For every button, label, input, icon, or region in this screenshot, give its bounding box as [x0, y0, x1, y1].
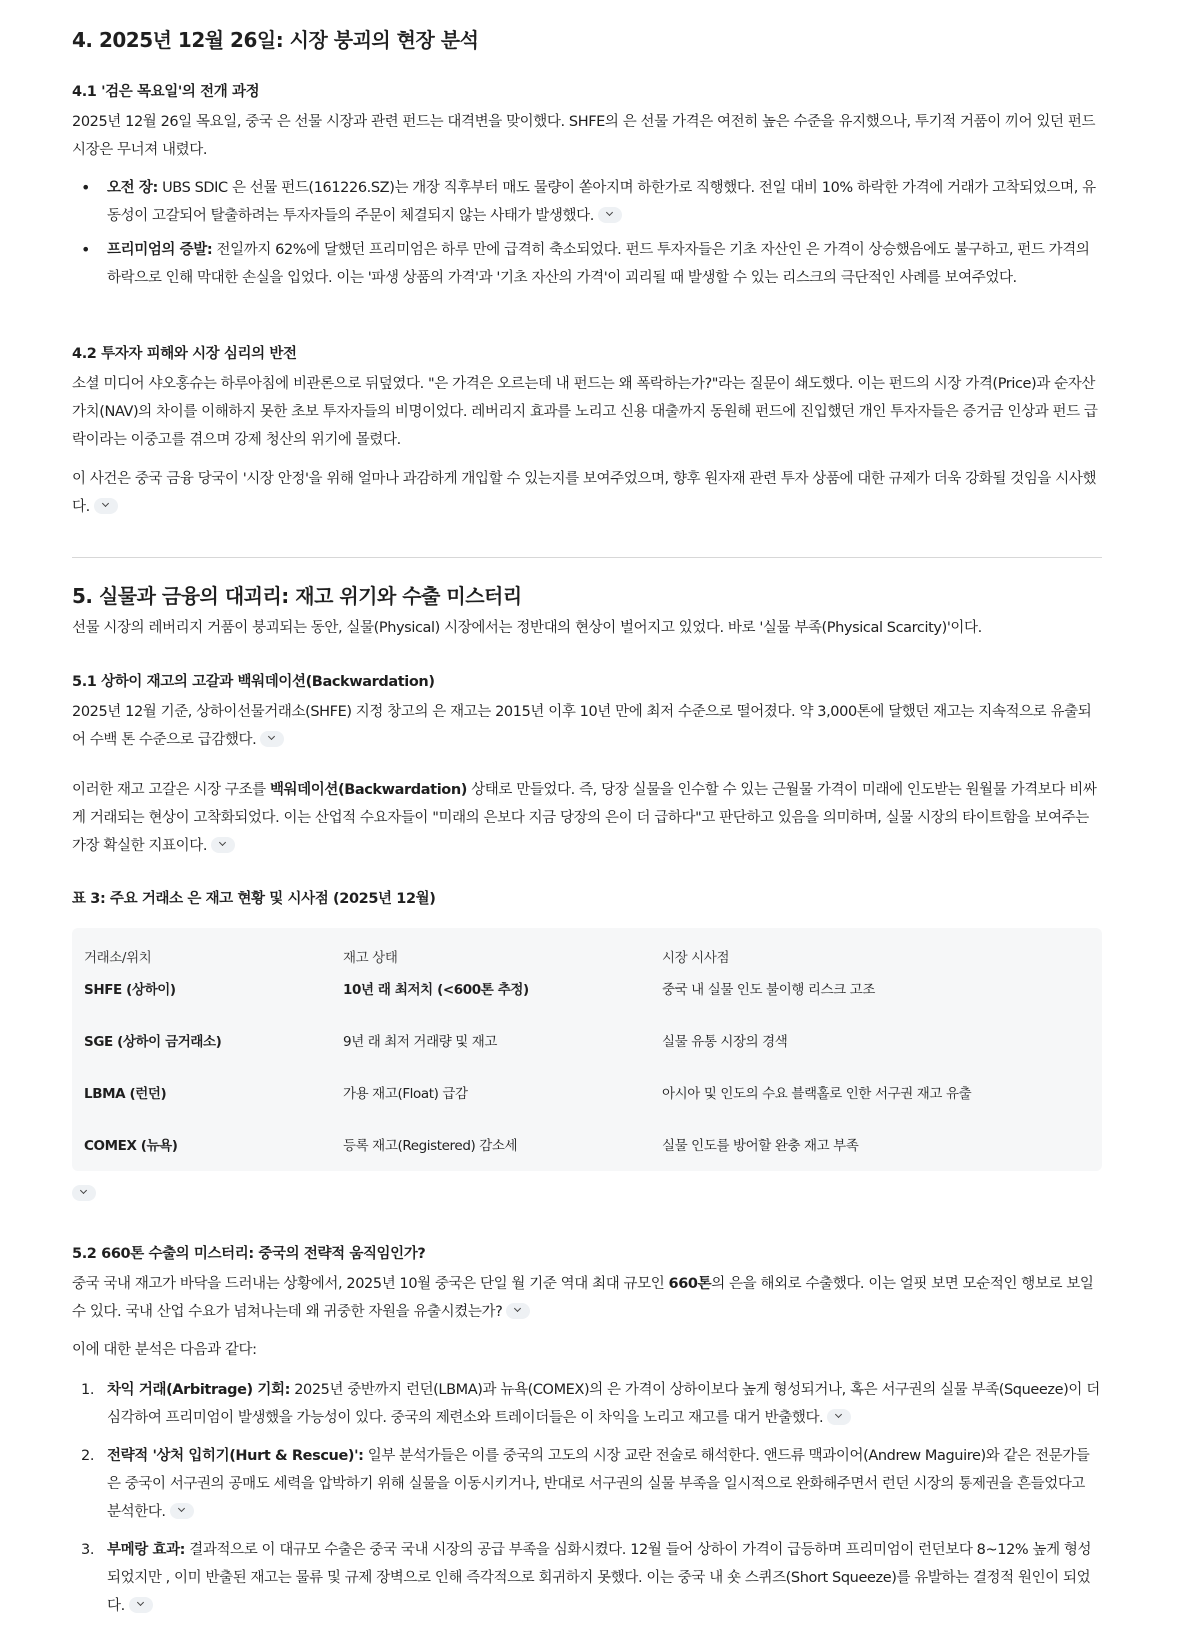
- table-row: [72, 1024, 1102, 1076]
- section-4-2-paragraph-2: 이 사건은 중국 금융 당국이 '시장 안정'을 위해 얼마나 과감하게 개입할 수 있는지를 보여주었으며, 향후 원자재 관련 투자 상품에 대한 규제가 더욱 강화될 것임을 시사했다.: [72, 471, 1097, 515]
- column-header: 거래소/위치: [84, 950, 152, 966]
- section-5-2-paragraph-2: 이에 대한 분석은 다음과 같다:: [72, 1342, 257, 1358]
- analysis-list: [72, 1376, 1102, 1620]
- table-cell: 10년 래 최저치 (<600톤 추정): [343, 982, 529, 998]
- list-item: • 프리미엄의 증발: 전일까지 62%에 달했던 프리미엄은 하루 만에 급격히 축소되었다. 펀드 투자자들은 기초 자산인 은 가격이 상승했음에도 불구하고, 펀드 가격의 하락으로 인해 막대한 손실을 입었다. 이는 '파생 상품의 가격'과 '기초 자산의 가격'이 괴리될 때 발생할 수 있는 리스크의 극단적인 사례를 보여주었다.: [72, 236, 1102, 292]
- table-cell: LBMA (런던): [84, 1086, 167, 1102]
- column-header: 재고 상태: [343, 950, 398, 966]
- section-4-1-list: [72, 174, 1102, 292]
- table-row: [72, 1076, 1102, 1128]
- table-header-row: [72, 928, 1102, 972]
- chevron-down-icon[interactable]: [598, 207, 622, 223]
- table-cell: 실물 유통 시장의 경색: [662, 1034, 788, 1050]
- list-item: 2. 전략적 '상처 입히기(Hurt & Rescue)': 일부 분석가들은 이를 중국의 고도의 시장 교란 전술로 해석한다. 앤드류 맥과이어(Andrew Maguire)와 같은 전문가들은 중국이 서구권의 공매도 세력을 압박하기 위해 실물을 이동시키거나, 반대로 서구권의 실물 부족을 일시적으로 완화해주면서 런던 시장의 통제권을 흔들었다고 분석한다.: [81, 1448, 1090, 1520]
- chevron-down-icon[interactable]: [211, 837, 235, 853]
- section-5-intro: 선물 시장의 레버리지 거품이 붕괴되는 동안, 실물(Physical) 시장에서는 정반대의 현상이 벌어지고 있었다. 바로 '실물 부족(Physical Scarcity)'이다.: [72, 620, 982, 636]
- chevron-down-icon[interactable]: [170, 1503, 194, 1519]
- table-cell: 중국 내 실물 인도 불이행 리스크 고조: [662, 982, 875, 998]
- table-cell: 등록 재고(Registered) 감소세: [343, 1138, 518, 1154]
- chevron-down-icon[interactable]: [506, 1303, 530, 1319]
- table-cell: SGE (상하이 금거래소): [84, 1034, 222, 1050]
- table-cell: 가용 재고(Float) 급감: [343, 1086, 468, 1102]
- chevron-down-icon[interactable]: [72, 1185, 96, 1201]
- table-row: [72, 972, 1102, 1024]
- table-row: [72, 1128, 1102, 1180]
- section-4-1-paragraph: 2025년 12월 26일 목요일, 중국 은 선물 시장과 관련 펀드는 대격변을 맞이했다. SHFE의 은 선물 가격은 여전히 높은 수준을 유지했으나, 투기적 거품이 끼어 있던 펀드 시장은 무너져 내렸다.: [72, 114, 1096, 158]
- section-5-1-paragraph-2: 이러한 재고 고갈은 시장 구조를 백워데이션(Backwardation) 상태로 만들었다. 즉, 당장 실물을 인수할 수 있는 근월물 가격이 미래에 인도받는 원월물 가격보다 비싸게 거래되는 현상이 고착화되었다. 이는 산업적 수요자들이 "미래의 은보다 지금 당장의 은이 더 급하다"고 판단하고 있음을 의미하며, 실물 시장의 타이트함을 보여주는 가장 확실한 지표이다.: [72, 782, 1097, 854]
- chevron-down-icon[interactable]: [260, 731, 284, 747]
- list-item: • 오전 장: UBS SDIC 은 선물 펀드(161226.SZ)는 개장 직후부터 매도 물량이 쏟아지며 하한가로 직행했다. 전일 대비 10% 하락한 가격에 거래가 고착되었으며, 유동성이 고갈되어 탈출하려는 투자자들의 주문이 체결되지 않는 사태가 발생했다.: [72, 174, 1102, 230]
- section-divider: [72, 557, 1102, 558]
- list-item: 1. 차익 거래(Arbitrage) 기회: 2025년 중반까지 런던(LBMA)과 뉴욕(COMEX)의 은 가격이 상하이보다 높게 형성되거나, 혹은 서구권의 실물 부족(Squeeze)이 더 심각하여 프리미엄이 발생했을 가능성이 있다. 중국의 제련소와 트레이더들은 이 차익을 노리고 재고를 대거 반출했다.: [81, 1382, 1100, 1426]
- section-5-title: 5. 실물과 금융의 대괴리: 재고 위기와 수출 미스터리: [72, 584, 522, 608]
- table-cell: SHFE (상하이): [84, 982, 176, 998]
- section-5-2-title: 5.2 660톤 수출의 미스터리: 중국의 전략적 움직임인가?: [72, 1246, 426, 1262]
- table-cell: 실물 인도를 방어할 완충 재고 부족: [662, 1138, 859, 1154]
- table-title: 표 3: 주요 거래소 은 재고 현황 및 시사점 (2025년 12월): [72, 891, 436, 907]
- table-cell: 아시아 및 인도의 수요 블랙홀로 인한 서구권 재고 유출: [662, 1086, 972, 1102]
- chevron-down-icon[interactable]: [129, 1597, 153, 1613]
- chevron-down-icon[interactable]: [94, 498, 118, 514]
- list-item: 3. 부메랑 효과: 결과적으로 이 대규모 수출은 중국 국내 시장의 공급 부족을 심화시켰다. 12월 들어 상하이 가격이 급등하며 프리미엄이 런던보다 8~12% 높게 형성되었지만 , 이미 반출된 재고는 물류 및 규제 장벽으로 인해 즉각적으로 회귀하지 못했다. 이는 중국 내 숏 스퀴즈(Short Squeeze)를 유발하는 결정적 원인이 되었다.: [81, 1542, 1092, 1614]
- section-4-2-title: 4.2 투자자 피해와 시장 심리의 반전: [72, 346, 297, 362]
- section-4-title: 4. 2025년 12월 26일: 시장 붕괴의 현장 분석: [72, 28, 479, 52]
- section-5-2-paragraph-1: 중국 국내 재고가 바닥을 드러내는 상황에서, 2025년 10월 중국은 단일 월 기준 역대 최대 규모인 660톤의 은을 해외로 수출했다. 이는 얼핏 보면 모순적인 행보로 보일 수 있다. 국내 산업 수요가 넘쳐나는데 왜 귀중한 자원을 유출시켰는가?: [72, 1276, 1094, 1320]
- column-header: 시장 시사점: [662, 950, 730, 966]
- section-4-2-paragraph-1: 소셜 미디어 샤오홍슈는 하루아침에 비관론으로 뒤덮였다. "은 가격은 오르는데 내 펀드는 왜 폭락하는가?"라는 질문이 쇄도했다. 이는 펀드의 시장 가격(Price)과 순자산가치(NAV)의 차이를 이해하지 못한 초보 투자자들의 비명이었다. 레버리지 효과를 노리고 신용 대출까지 동원해 펀드에 진입했던 개인 투자자들은 증거금 인상과 펀드 급락이라는 이중고를 겪으며 강제 청산의 위기에 몰렸다.: [72, 376, 1098, 448]
- table-cell: COMEX (뉴욕): [84, 1138, 178, 1154]
- table-cell: 9년 래 최저 거래량 및 재고: [343, 1034, 498, 1050]
- inventory-table: [72, 928, 1102, 1171]
- chevron-down-icon[interactable]: [827, 1409, 851, 1425]
- section-5-1-title: 5.1 상하이 재고의 고갈과 백워데이션(Backwardation): [72, 674, 435, 690]
- section-4-1-title: 4.1 '검은 목요일'의 전개 과정: [72, 84, 260, 100]
- section-5-1-paragraph-1: 2025년 12월 기준, 상하이선물거래소(SHFE) 지정 창고의 은 재고는 2015년 이후 10년 만에 최저 수준으로 떨어졌다. 약 3,000톤에 달했던 재고는 지속적으로 유출되어 수백 톤 수준으로 급감했다.: [72, 704, 1092, 748]
